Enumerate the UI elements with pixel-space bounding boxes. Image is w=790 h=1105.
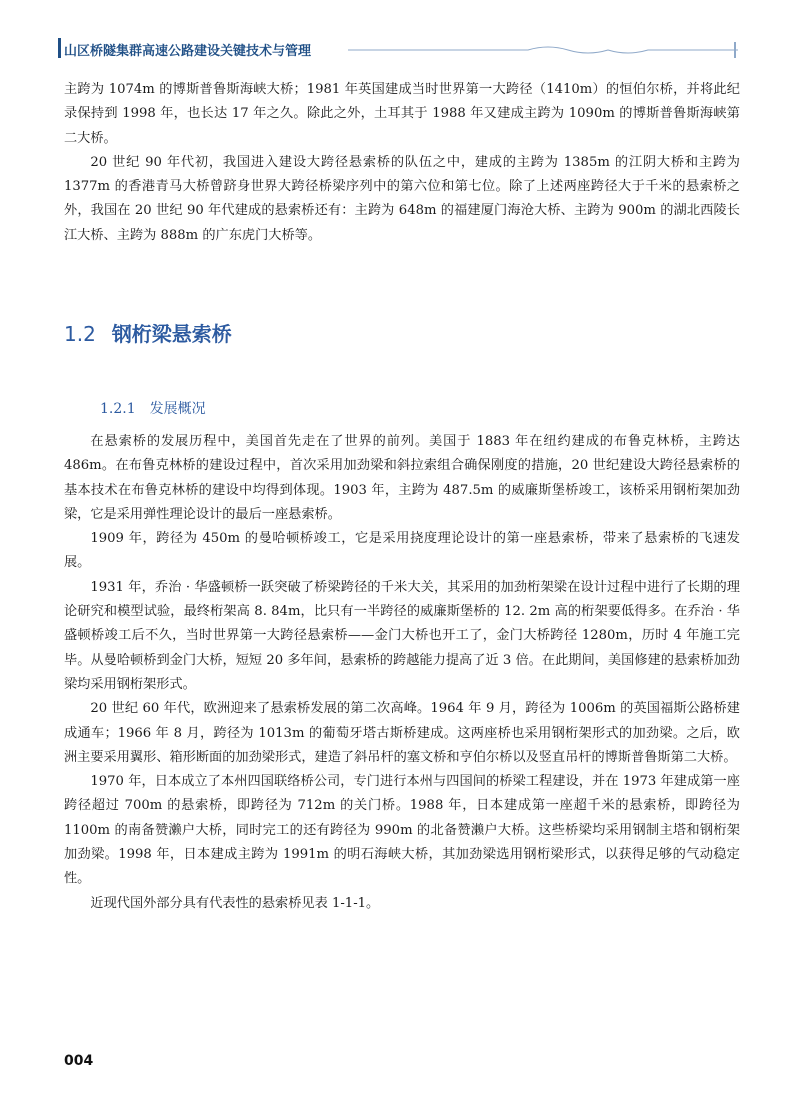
header-accent-bar <box>58 38 61 58</box>
section-number: 1.2 <box>64 322 96 346</box>
running-header <box>58 38 738 60</box>
body-paragraph-4: 20 世纪 60 年代，欧洲迎来了悬索桥发展的第二次高峰。1964 年 9 月，跨径为 1006m 的英国福斯公路桥建成通车；1966 年 8 月，跨径为 1013m 的葡萄牙塔古斯桥建成。这两座桥也采用钢桁架形式的加劲梁。之后，欧洲主要采用翼形、箱形断面的加劲梁形式，建造了斜吊杆的塞文桥和亨伯尔桥以及竖直吊杆的博斯普鲁斯第二大桥。 <box>64 701 740 765</box>
subsection-heading <box>100 398 206 418</box>
intro-text-block <box>64 78 740 248</box>
section-title: 钢桁梁悬索桥 <box>111 322 232 346</box>
header-decorative-wave <box>348 41 738 59</box>
body-paragraph-2: 1909 年，跨径为 450m 的曼哈顿桥竣工，它是采用挠度理论设计的第一座悬索桥，带来了悬索桥的飞速发展。 <box>64 531 740 571</box>
body-paragraph-3: 1931 年，乔治 · 华盛顿桥一跃突破了桥梁跨径的千米大关，其采用的加劲桁架梁在设计过程中进行了长期的理论研究和模型试验，最终桁架高 8. 84m，比只有一半跨径的威廉斯堡桥的 12. 2m 高的桁架要低得多。在乔治 · 华盛顿桥竣工后不久，当时世界第一大跨径悬索桥——金门大桥也开工了，金门大桥跨径 1280m，历时 4 年施工完毕。从曼哈顿桥到金门大桥，短短 20 多年间，悬索桥的跨越能力提高了近 3 倍。在此期间，美国修建的悬索桥加劲梁均采用钢桁架形式。 <box>64 579 740 692</box>
header-end-tick <box>734 42 736 58</box>
subsection-title: 发展概况 <box>149 401 206 417</box>
intro-paragraph-2: 20 世纪 90 年代初，我国进入建设大跨径悬索桥的队伍之中，建成的主跨为 1385m 的江阴大桥和主跨为 1377m 的香港青马大桥曾跻身世界大跨径桥梁序列中的第六位和第七位。除了上述两座跨径大于千米的悬索桥之外，我国在 20 世纪 90 年代建成的悬索桥还有：主跨为 648m 的福建厦门海沧大桥、主跨为 900m 的湖北西陵长江大桥、主跨为 888m 的广东虎门大桥等。 <box>64 154 740 243</box>
body-paragraph-5: 1970 年，日本成立了本州四国联络桥公司，专门进行本州与四国间的桥梁工程建设，并在 1973 年建成第一座跨径超过 700m 的悬索桥，即跨径为 712m 的关门桥。1988 年，日本建成第一座超千米的悬索桥，即跨径为 1100m 的南备赞濑户大桥，同时完工的还有跨径为 990m 的北备赞濑户大桥。这些桥梁均采用钢制主塔和钢桁架加劲梁。1998 年，日本建成主跨为 1991m 的明石海峡大桥，其加劲梁选用钢桁梁形式，以获得足够的气动稳定性。 <box>64 774 740 887</box>
subsection-number: 1.2.1 <box>100 401 136 417</box>
page-number: 004 <box>64 1053 94 1069</box>
body-paragraph-1: 在悬索桥的发展历程中，美国首先走在了世界的前列。美国于 1883 年在纽约建成的布鲁克林桥，主跨达 486m。在布鲁克林桥的建设过程中，首次采用加劲梁和斜拉索组合确保刚度的措施，20 世纪建设大跨径悬索桥的基本技术在布鲁克林桥的建设中均得到体现。1903 年，主跨为 487.5m 的威廉斯堡桥竣工，该桥采用钢桁架加劲梁，它是采用弹性理论设计的最后一座悬索桥。 <box>64 434 740 522</box>
intro-paragraph-1: 主跨为 1074m 的博斯普鲁斯海峡大桥；1981 年英国建成当时世界第一大跨径（1410m）的恒伯尔桥，并将此纪录保持到 1998 年，也长达 17 年之久。除此之外，土耳其于 1988 年又建成主跨为 1090m 的博斯普鲁斯海峡第二大桥。 <box>64 82 740 146</box>
body-paragraph-6: 近现代国外部分具有代表性的悬索桥见表 1-1-1。 <box>90 895 380 911</box>
running-header-title: 山区桥隧集群高速公路建设关键技术与管理 <box>64 44 312 59</box>
body-text-block <box>64 430 740 916</box>
section-heading <box>64 318 232 347</box>
